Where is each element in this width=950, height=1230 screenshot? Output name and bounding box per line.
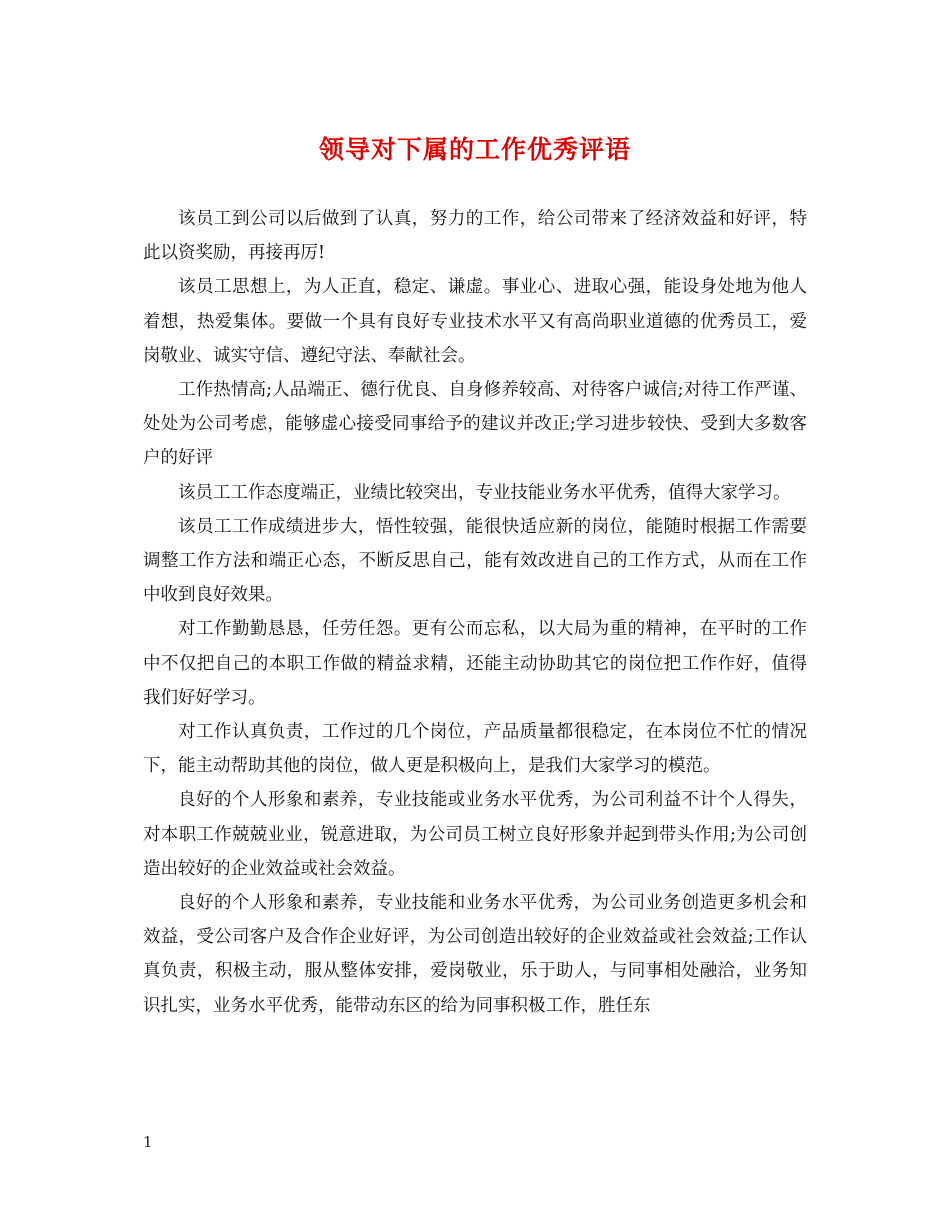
paragraph: 该员工工作成绩进步大，悟性较强，能很快适应新的岗位，能随时根据工作需要调整工作方法和端正心态，不断反思自己，能有效改进自己的工作方式，从而在工作中收到良好效果。 <box>143 516 807 606</box>
paragraph: 良好的个人形象和素养，专业技能和业务水平优秀，为公司业务创造更多机会和效益，受公司客户及合作企业好评，为公司创造出较好的企业效益或社会效益;工作认真负责，积极主动，服从整体安排，爱岗敬业，乐于助人，与同事相处融洽，业务知识扎实，业务水平优秀，能带动东区的给为同事积极工作，胜任东 <box>143 893 807 1016</box>
document-title: 领导对下属的工作优秀评语 <box>318 135 631 164</box>
paragraph: 对工作认真负责，工作过的几个岗位，产品质量都很稳定，在本岗位不忙的情况下，能主动帮助其他的岗位，做人更是积极向上，是我们大家学习的模范。 <box>143 722 807 777</box>
paragraph: 该员工思想上，为人正直，稳定、谦虚。事业心、进取心强，能设身处地为他人着想，热爱集体。要做一个具有良好专业技术水平又有高尚职业道德的优秀员工，爱岗敬业、诚实守信、遵纪守法、奉献社会。 <box>143 277 807 366</box>
paragraph: 良好的个人形象和素养，专业技能或业务水平优秀，为公司利益不计个人得失，对本职工作兢兢业业，锐意进取，为公司员工树立良好形象并起到带头作用;为公司创造出较好的企业效益或社会效益。 <box>143 790 807 879</box>
paragraph: 对工作勤勤恳恳，任劳任怨。更有公而忘私，以大局为重的精神，在平时的工作中不仅把自己的本职工作做的精益求精，还能主动协助其它的岗位把工作作好，值得我们好好学习。 <box>143 619 807 708</box>
paragraph: 该员工到公司以后做到了认真，努力的工作，给公司带来了经济效益和好评，特此以资奖励，再接再厉! <box>143 209 807 264</box>
document-body <box>143 202 807 1023</box>
page-number: 1 <box>143 1133 153 1151</box>
paragraph: 该员工工作态度端正，业绩比较突出，专业技能业务水平优秀，值得大家学习。 <box>178 482 791 503</box>
paragraph: 工作热情高;人品端正、德行优良、自身修养较高、对待客户诚信;对待工作严谨、处处为公司考虑，能够虚心接受同事给予的建议并改正;学习进步较快、受到大多数客户的好评 <box>143 380 807 469</box>
